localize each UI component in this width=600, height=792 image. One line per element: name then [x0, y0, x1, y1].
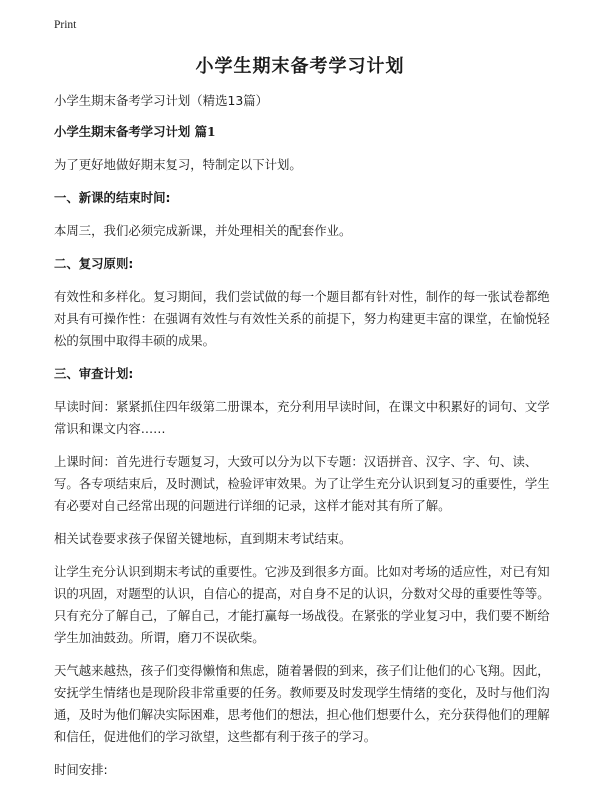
paragraph: 上课时间：首先进行专题复习，大致可以分为以下专题：汉语拼音、汉字、字、句、读、写。各专项结束后，及时测试，检验评审效果。为了让学生充分认识到复习的重要性，学生有必要对自己经常出现的问题进行详细的记录，这样才能对其有所了解。: [54, 454, 550, 513]
paragraph: 让学生充分认识到期末考试的重要性。它涉及到很多方面。比如对考场的适应性，对已有知识的巩固，对题型的认识，自信心的提高，对自身不足的认识，分数对父母的重要性等等。只有充分了解自己，了解自己，才能打赢每一场战役。在紧张的学业复习中，我们要不断给学生加油鼓劲。所谓，磨刀不误砍柴。: [54, 564, 550, 645]
page-title: 小学生期末备考学习计划: [195, 56, 405, 77]
intro-paragraph: 为了更好地做好期末复习，特制定以下计划。: [54, 157, 302, 172]
paragraph: 相关试卷要求孩子保留关键地标，直到期末考试结束。: [54, 531, 352, 546]
section-heading-review-plan: 三、审查计划:: [54, 366, 134, 381]
paragraph: 时间安排:: [54, 762, 108, 777]
document-subtitle: 小学生期末备考学习计划（精选13篇）: [54, 93, 269, 108]
section-heading-new-lessons: 一、新课的结束时间:: [54, 190, 171, 205]
print-link[interactable]: Print: [54, 19, 77, 31]
document-body: [54, 90, 554, 792]
paragraph: 本周三，我们必须完成新课，并处理相关的配套作业。: [54, 223, 352, 238]
section-heading-review-principles: 二、复习原则:: [54, 256, 134, 271]
article-heading: 小学生期末备考学习计划 篇1: [54, 124, 216, 139]
paragraph: 天气越来越热，孩子们变得懒惰和焦虑，随着暑假的到来，孩子们让他们的心飞翔。因此，安抚学生情绪也是现阶段非常重要的任务。教师要及时发现学生情绪的变化，及时与他们沟通，及时为他们解决实际困难，思考他们的想法，担心他们想要什么，充分获得他们的理解和信任，促进他们的学习欲望，这些都有利于孩子的学习。: [54, 663, 550, 744]
paragraph: 早读时间：紧紧抓住四年级第二册课本，充分利用早读时间，在课文中积累好的词句、文学常识和课文内容……: [54, 399, 550, 436]
paragraph: 有效性和多样化。复习期间，我们尝试做的每一个题目都有针对性，制作的每一张试卷都绝对具有可操作性：在强调有效性与有效性关系的前提下，努力构建更丰富的课堂，在愉悦轻松的氛围中取得丰硕的成果。: [54, 289, 550, 348]
